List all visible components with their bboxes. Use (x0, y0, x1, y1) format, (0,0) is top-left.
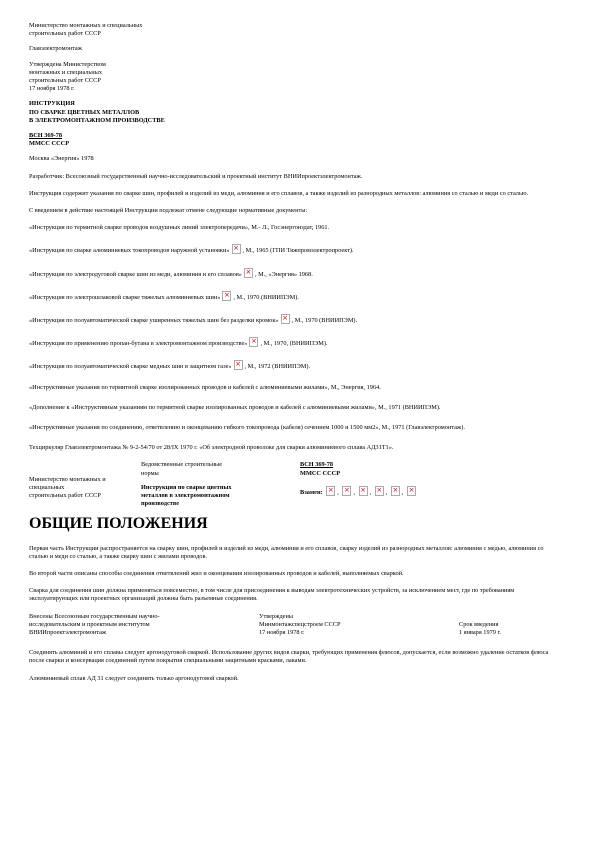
broken-image-icon (359, 486, 368, 496)
info-table (29, 613, 560, 638)
broken-image-icon (391, 486, 400, 496)
broken-image-icon (249, 337, 258, 347)
norms-ministry: Министерство монтажных и специальных строительных работ СССР (29, 475, 106, 500)
document-title (29, 100, 560, 125)
obsolete-document-item: «Инструкция по применению пропан-бутана в электромонтажном производстве»× , М., 1970, (ВНИИПЭМ). (29, 337, 560, 348)
obsolete-document-item: «Инструкция по электродуговой сварке шин из меди, алюминия и его сплавов»× , М., «Энергия» 1968. (29, 268, 560, 279)
introduced-by: Внесены Всесоюзным государственным научно- исследовательским и проектным институтом ВНИИпроектэлектромонтаж (29, 612, 160, 636)
norms-description: Ведомственные строительные нормы Инструкция по сварке цветных металлов в электромонтажном производстве (141, 461, 232, 508)
title-line: ИНСТРУКЦИЯ (29, 100, 75, 108)
title-line: В ЭЛЕКТРОМОНТАЖНОМ ПРОИЗВОДСТВЕ (29, 116, 165, 124)
broken-image-icon (232, 244, 241, 254)
body-paragraph: Алюминиевый сплав АД 31 следует соединять только аргонодуговой сваркой. (29, 674, 239, 682)
obsolete-document-item: «Инструкция по термитной сварке проводов воздушных линий электропередачи», М.- Л., Госэнергоиздат, 1961. (29, 224, 330, 232)
section-title: ОБЩИЕ ПОЛОЖЕНИЯ (29, 514, 208, 532)
body-paragraph: Соединять алюминий и его сплавы следует аргонодуговой сваркой. Использование других видов сварки, требующих применения флюсов, допускается, если возможно удаление остатков флюса после сварки и консервация соединений путем покрытия специальными защитными красками, лаками. (29, 649, 549, 665)
obsolete-document-item: «Инструктивные указания по термитной сварке изолированных проводов и кабелей с алюминиевыми жилами», М., Энергия, 1964. (29, 383, 381, 391)
obsolete-document-item: «Инструктивные указания по соединению, ответвлению и оконцеванию гибкого токопровода (кабеля) сечением 1000 и 1500 мм2», М., 1971 (Главэлектромонтаж). (29, 424, 465, 432)
ministry-header (29, 22, 560, 38)
body-paragraph: Во второй части описаны способы соединения ответвлений жил и оконцевания изолированных проводов и кабелей, выполняемых сваркой. (29, 569, 404, 577)
approval-line: 17 ноября 1978 г. (29, 85, 75, 93)
content-summary: Инструкция содержит указания по сварке шин, профилей и изделий из меди, алюминия и его сплавов, а также изделий из разнородных металлов: алюминия со сталью и меди со сталью. (29, 189, 529, 197)
code-number: ВСН 369-78 (29, 132, 63, 140)
publisher: Москва «Энергия» 1978 (29, 155, 94, 163)
effective-date: Срок введения 1 января 1979 г. (459, 620, 501, 636)
approval-line: монтажных и специальных (29, 68, 103, 76)
obsolete-document-item: «Инструкция по полуавтоматической сварке уширенных тяжелых шин без разделки кромок»× , М., 1970 (ВНИИПЭМ). (29, 314, 560, 325)
norms-header-table (29, 461, 560, 508)
approval-line: Утверждена Министерством (29, 60, 106, 68)
title-line: ПО СВАРКЕ ЦВЕТНЫХ МЕТАЛЛОВ (29, 108, 140, 116)
obsolete-document-item: «Инструкция по полуавтоматической сварке медных шин в защитном газе»× , М., 1972 (ВНИИПЭМ). (29, 360, 560, 371)
approved-by: Утверждены Минмонтажспецстроем СССР 17 ноября 1978 г. (259, 612, 341, 636)
obsolete-document-item: «Инструкция по сварке алюминиевых токопроводов наружной установки»× , М., 1965 (ГПИ Тяжпромэлектропроект). (29, 244, 560, 255)
broken-image-icon (244, 268, 253, 278)
broken-image-icon (407, 486, 416, 496)
code-sub: ММСС СССР (29, 140, 70, 148)
document-page (29, 22, 560, 692)
broken-image-icon (326, 486, 335, 496)
body-paragraph: Сварка для соединения шин должна применяться повсеместно, в том числе для присоединения к выводам электротехнических устройств, за исключением мест, где по требованиям эксплуатирующих или проектных организаций должны быть разъемные соединения. (29, 587, 515, 603)
broken-image-icon (375, 486, 384, 496)
broken-image-icon (234, 360, 243, 370)
directorate-name: Главэлектромонтаж (29, 45, 83, 53)
approval-line: строительных работ СССР (29, 77, 101, 85)
broken-image-icon (281, 314, 290, 324)
ministry-line: Министерство монтажных и специальных (29, 22, 143, 29)
obsolete-document-item: «Инструкция по электрошлаковой сварке тяжелых алюминиевых шин»× , М., 1970 (ВНИИПЭМ). (29, 291, 560, 302)
replaces-row: Взамен: × , ×, ×, ×, ×, × (300, 486, 560, 497)
obsolete-documents-list (29, 224, 560, 432)
body-paragraph: Первая часть Инструкции распространяется на сварку шин, профилей и изделий из меди, алюминия и его сплавов, сварку изделий из разнородных металлов: алюминия с медью, алюминия со сталью и меди со сталью, а также сварку шин с жилами проводов. (29, 544, 544, 560)
obsolete-intro: С введением в действие настоящей Инструкции подлежат отмене следующие нормативные документы: (29, 207, 308, 215)
circular-text: Техциркуляр Главэлектромонтажа № 9-2-54/70 от 28/IX 1970 г. «Об электродной проволоке для сварки алюминиевого сплава АД31Т1». (29, 444, 394, 452)
developer-text: Разработчик: Всесоюзный государственный научно-исследовательский и проектный институт ВНИИпроектэлектромонтаж. (29, 172, 363, 180)
directorate (29, 45, 560, 53)
broken-image-icon (342, 486, 351, 496)
approval-block (29, 61, 560, 94)
obsolete-document-item: «Дополнение к «Инструктивным указаниям по термитной сварке изолированных проводов и кабелей с алюминиевыми жилами», М., 1971 (ВНИИПЭМ). (29, 403, 441, 411)
document-code (29, 132, 560, 148)
ministry-line: строительных работ СССР (29, 30, 101, 38)
norms-code: ВСН 369-78 ММСС СССР Взамен: × , ×, ×, ×, ×, × (300, 461, 560, 508)
broken-image-icon (222, 291, 231, 301)
